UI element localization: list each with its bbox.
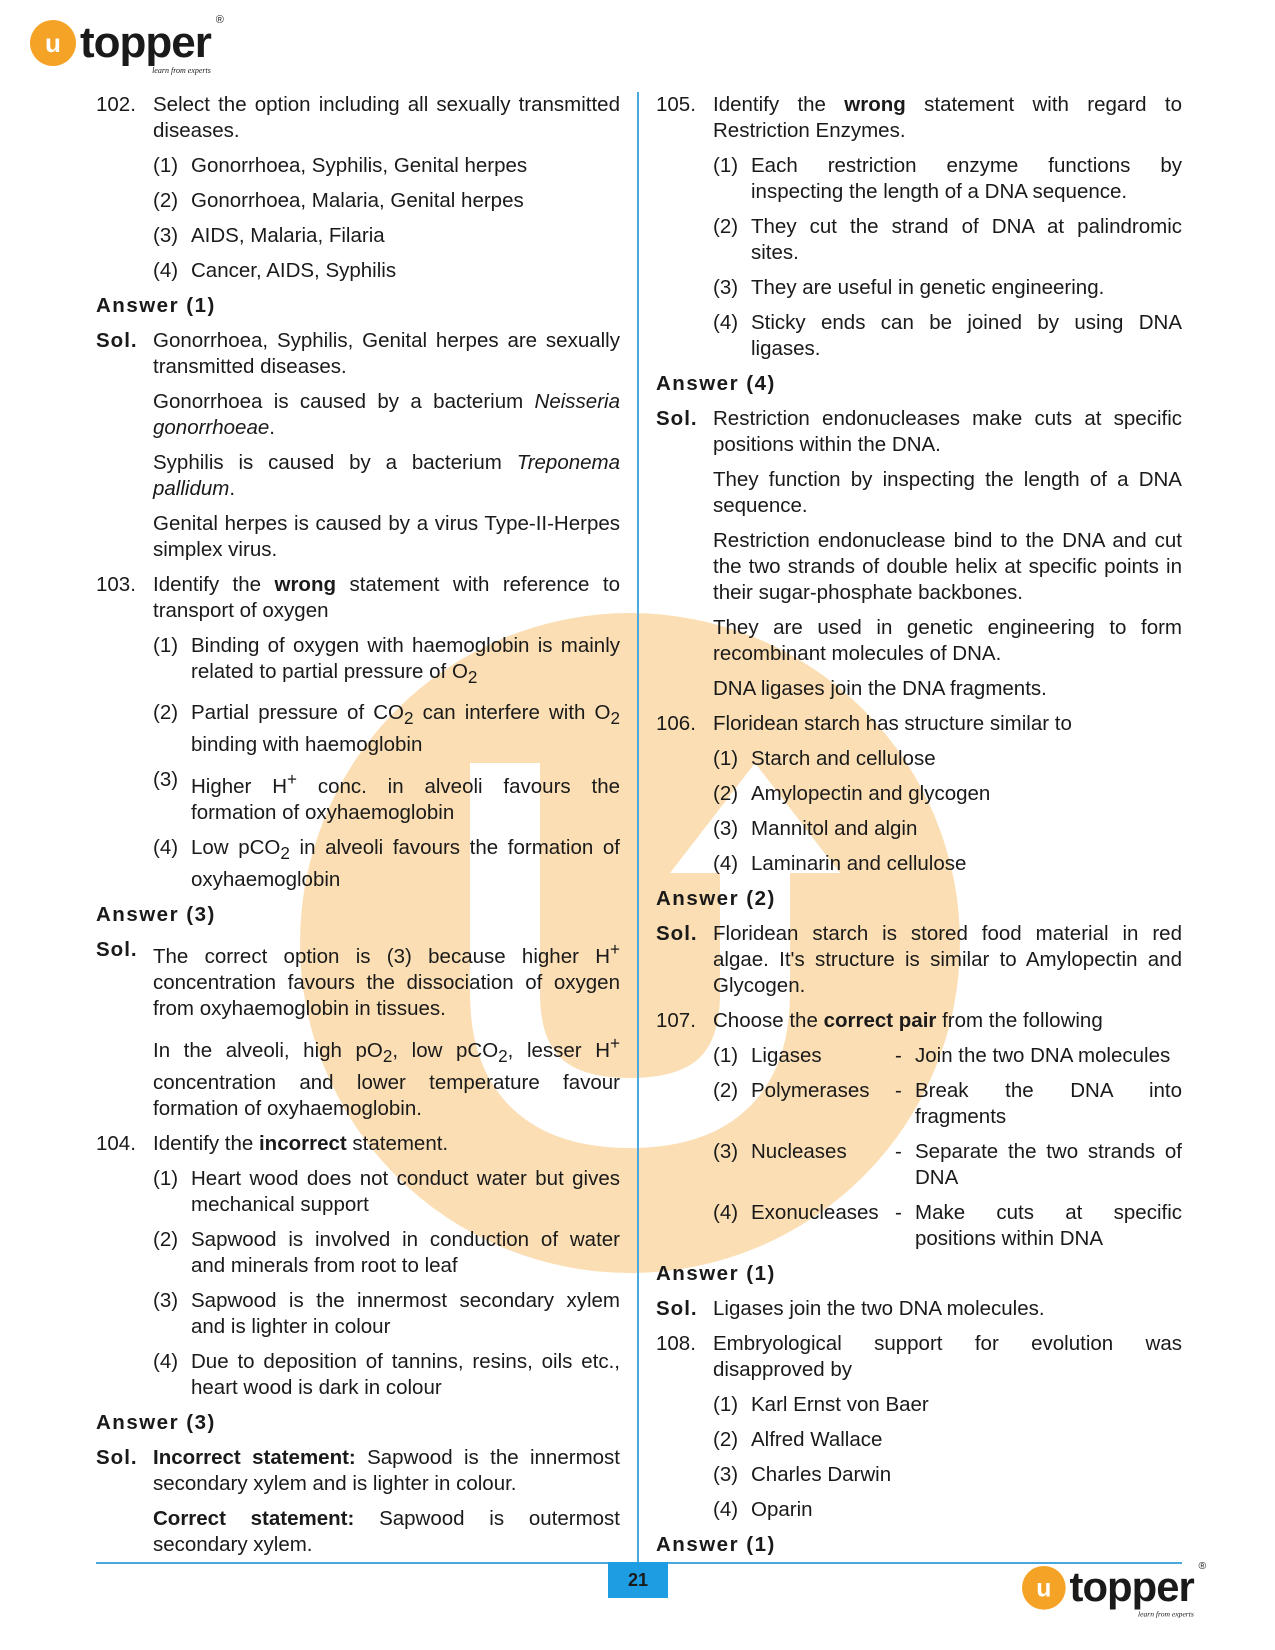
option: (4) Sticky ends can be joined by using DNA ligases. (713, 311, 1182, 360)
option: (4) Cancer, AIDS, Syphilis (153, 259, 397, 282)
page-number: 21 (608, 1562, 668, 1598)
answer: Answer (1) (656, 1533, 776, 1556)
option: (2) Amylopectin and glycogen (713, 782, 991, 805)
answer: Answer (1) (96, 294, 216, 317)
right-column (656, 92, 1182, 1567)
match-pair: (1) Ligases - Join the two DNA molecules (713, 1044, 1171, 1067)
brand-name: topper ® learn from experts (80, 14, 223, 75)
option: (4) Low pCO$_2$ in alveoli favours the formation of oxyhaemoglobin (153, 836, 620, 892)
brand-logo-top (30, 14, 223, 75)
option: (2) Sapwood is involved in conduction of water and minerals from root to leaf (153, 1227, 620, 1277)
option: (4) Due to deposition of tannins, resins, oils etc., heart wood is dark in colour (153, 1349, 620, 1399)
option: (2) Alfred Wallace (713, 1428, 883, 1451)
option: (4) Laminarin and cellulose (713, 852, 967, 875)
match-pair: (3) Nucleases - Separate the two strands of DNA (713, 1140, 1182, 1189)
option: (4) Oparin (713, 1498, 813, 1521)
question-108: 108. Embryological support for evolution was disapproved by (656, 1332, 1182, 1381)
match-pair: (4) Exonucleases - Make cuts at specific positions within DNA (713, 1201, 1182, 1250)
brand-mark-icon: u (30, 20, 76, 66)
solution-paragraph: They are used in genetic engineering to form recombinant molecules of DNA. (713, 616, 1182, 665)
option: (3) Charles Darwin (713, 1463, 892, 1486)
solution-paragraph: They function by inspecting the length of a DNA sequence. (713, 468, 1182, 517)
option: (2) Gonorrhoea, Malaria, Genital herpes (153, 189, 524, 212)
solution: Sol. The correct option is (3) because higher H+ concentration favours the dissociation of oxygen from oxyhaemoglobin in tissues. (96, 938, 620, 1020)
brand-name: topper ® learn from experts (1069, 1560, 1206, 1619)
answer: Answer (2) (656, 887, 776, 910)
option: (2) Partial pressure of $CO_2$ can interfere with $O_2$ binding with haemoglobin (153, 701, 620, 757)
option: (2) They cut the strand of DNA at palindromic sites. (713, 215, 1182, 264)
answer: Answer (3) (96, 1410, 216, 1434)
column-divider (637, 92, 639, 1564)
answer: Answer (3) (96, 903, 216, 927)
brand-mark-icon: u (1022, 1566, 1066, 1610)
option: (1) Heart wood does not conduct water but gives mechanical support (153, 1166, 620, 1216)
match-pair: (2) Polymerases - Break the DNA into fragments (713, 1079, 1182, 1128)
solution-paragraph: Syphilis is caused by a bacterium Treponema pallidum. (153, 451, 620, 500)
answer: Answer (4) (656, 372, 776, 395)
left-column (96, 92, 620, 1567)
solution-paragraph: DNA ligases join the DNA fragments. (713, 677, 1047, 700)
question-103: 103. Identify the wrong statement with reference to transport of oxygen (96, 573, 620, 622)
option: (1) Karl Ernst von Baer (713, 1393, 929, 1416)
solution: Sol. Gonorrhoea, Syphilis, Genital herpes are sexually transmitted diseases. (96, 329, 620, 378)
solution-paragraph: Restriction endonuclease bind to the DNA and cut the two strands of double helix at specific points in their sugar-phosphate backbones. (713, 529, 1182, 604)
solution: Sol. Ligases join the two DNA molecules. (656, 1297, 1045, 1320)
solution-paragraph: Gonorrhoea is caused by a bacterium Neisseria gonorrhoeae. (153, 390, 620, 439)
option: (1) Binding of oxygen with haemoglobin is mainly related to partial pressure of $O_2$ (153, 634, 620, 688)
option: (3) AIDS, Malaria, Filaria (153, 224, 385, 247)
brand-logo-bottom (1022, 1560, 1206, 1619)
option: (1) Each restriction enzyme functions by inspecting the length of a DNA sequence. (713, 154, 1182, 203)
solution-paragraph: In the alveoli, high $pO_2$, low pCO$_2$, lesser H+ concentration and lower temperature favour formation of oxyhaemoglobin. (153, 1033, 621, 1120)
question-106: 106. Floridean starch has structure similar to (656, 712, 1072, 735)
solution: Sol. Floridean starch is stored food material in red algae. It's structure is similar to Amylopectin and Glycogen. (656, 922, 1182, 997)
solution-paragraph: Correct statement: Sapwood is outermost secondary xylem. (153, 1506, 620, 1556)
option: (3) Sapwood is the innermost secondary xylem and is lighter in colour (153, 1288, 620, 1338)
answer: Answer (1) (656, 1262, 776, 1285)
question-102: 102. Select the option including all sexually transmitted diseases. (96, 93, 620, 142)
option: (1) Gonorrhoea, Syphilis, Genital herpes (153, 154, 528, 177)
option: (3) They are useful in genetic engineering. (713, 276, 1105, 299)
option: (3) Mannitol and algin (713, 817, 918, 840)
question-107: 107. Choose the correct pair from the following (656, 1009, 1103, 1032)
solution: Sol. Restriction endonucleases make cuts at specific positions within the DNA. (656, 407, 1182, 456)
option: (3) Higher H+ conc. in alveoli favours the formation of oxyhaemoglobin (153, 768, 620, 825)
question-105: 105. Identify the wrong statement with regard to Restriction Enzymes. (656, 93, 1182, 142)
solution: Sol. Incorrect statement: Sapwood is the innermost secondary xylem and is lighter in colour. (96, 1445, 620, 1495)
question-104: 104. Identify the incorrect statement. (96, 1131, 449, 1155)
option: (1) Starch and cellulose (713, 747, 936, 770)
solution-paragraph: Genital herpes is caused by a virus Type-II-Herpes simplex virus. (153, 512, 620, 561)
